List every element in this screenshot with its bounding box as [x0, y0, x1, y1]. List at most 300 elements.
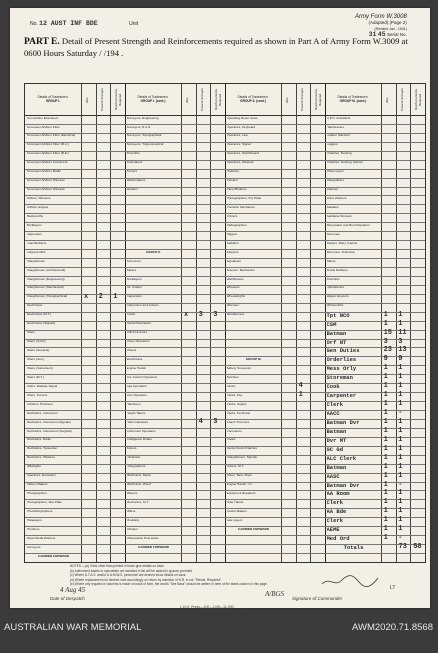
- trade-label: Gen Duties: [326, 348, 360, 355]
- trade-label: Cooks: [226, 438, 236, 442]
- trade-label: Mechanics, Typewriter: [26, 447, 58, 451]
- trade-label: Sheet Metal Workers: [26, 536, 56, 540]
- trade-label: Mess Orly: [326, 366, 357, 373]
- trade-label: Operators, Line: [226, 134, 248, 138]
- trade-label: Dvr MT: [326, 437, 347, 444]
- signature: A/BGS: [265, 590, 285, 598]
- trade-label: Cook: [326, 384, 340, 391]
- trade-label: Machinists, Wood: [126, 483, 151, 487]
- trade-label: Armament Artificer Fitter (Electrical): [26, 134, 76, 138]
- handwritten-count: 1: [398, 516, 403, 525]
- trade-label: Saddlers: [226, 241, 239, 245]
- note-e: (e) Where any request or columns is made on back of form, the words "See Back" should be written in here of the blank column in this page.: [70, 582, 268, 587]
- trade-label: Armament Artificer Fitter (R.A.): [26, 143, 69, 147]
- trade-label: Gas Operators: [126, 384, 147, 388]
- trade-label: Operators, Keyboard: [226, 125, 256, 129]
- trade-label: CARRIED FORWARD: [38, 554, 69, 558]
- trade-label: Surveyors, R.A.S.: [126, 125, 152, 129]
- trade-label: GC Gd: [326, 446, 344, 453]
- trade-label: Carpenter: [326, 393, 357, 400]
- trade-label: Surveyors, Topographical: [126, 134, 162, 138]
- handwritten-count: 1: [398, 382, 403, 391]
- trade-label: Moulders: [126, 518, 140, 522]
- handwritten-count: -: [398, 534, 403, 543]
- trade-label: Draughtsmen, Signals: [226, 456, 257, 460]
- handwritten-count: 1: [383, 364, 388, 373]
- trade-label: Coachbuilders: [26, 241, 47, 245]
- trade-label: ALC Clerk: [326, 455, 357, 462]
- trade-label: Intelligence Duties: [126, 438, 152, 442]
- handwritten-mark: 4: [298, 382, 303, 391]
- handwritten-count: 23: [383, 346, 392, 355]
- trade-label: Drivers: [126, 349, 137, 353]
- trade-label: Armament Artificer Instrument: [26, 161, 68, 165]
- signature-scrawl: [320, 574, 380, 588]
- trade-label: Wiremen: [226, 304, 239, 308]
- archive-name: AUSTRALIAN WAR MEMORIAL: [4, 622, 142, 633]
- handwritten-mark: 3: [213, 310, 218, 319]
- trade-label: Printers: [226, 214, 238, 218]
- archive-id: AWM2020.71.8568: [352, 622, 433, 633]
- trade-label: Carpenters: [126, 295, 142, 299]
- handwritten-count: 1: [383, 319, 388, 328]
- handwritten-count: 1: [383, 525, 388, 534]
- trade-label: Grinders, Precision: [26, 402, 53, 406]
- handwritten-count: 1: [383, 516, 388, 525]
- trade-label: Hollo Operators: [126, 420, 149, 424]
- trade-label: Draughtsmen (Topographical): [26, 295, 68, 299]
- handwritten-count: 1: [398, 417, 403, 426]
- trade-label: Watchmakers: [126, 179, 146, 183]
- handwritten-mark: 58: [413, 543, 422, 552]
- handwritten-count: 1: [383, 498, 388, 507]
- trade-label: Pattern Makers: [26, 483, 48, 487]
- signature-scrawl-icon: [320, 574, 380, 588]
- trade-label: Clerks, Pay: [226, 393, 243, 397]
- handwritten-count: 1: [383, 400, 388, 409]
- handwritten-count: 1: [398, 435, 403, 444]
- handwritten-mark: 1: [113, 292, 118, 301]
- trade-label: AACC: [326, 411, 340, 418]
- trade-label: Shoemaker and Boot Repairers: [326, 223, 370, 227]
- trade-label: Surveyors, Trigonometrical: [126, 143, 164, 147]
- trade-label: Electricians (M.T.): [26, 313, 52, 317]
- trade-label: Fitters: [26, 331, 36, 335]
- form-page: [10, 8, 430, 608]
- handwritten-count: 1: [383, 534, 388, 543]
- trade-label: Totals: [343, 545, 364, 552]
- trade-label: Armament Artificer Fitter (R.E.): [26, 152, 69, 156]
- trade-label: Rotor Workers: [326, 197, 347, 201]
- handwritten-mark: 2: [98, 292, 103, 301]
- trade-label: Artificer, Engine: [26, 206, 49, 209]
- trade-label: AA Room: [326, 491, 350, 498]
- trade-label: CSM: [326, 321, 337, 328]
- trade-label: Storemen, Technical: [326, 250, 355, 254]
- trade-label: Radiographers: [226, 223, 247, 227]
- handwritten-count: 1: [383, 382, 388, 391]
- handwritten-count: 1: [383, 453, 388, 462]
- trade-label: Fitters (Instrument): [26, 366, 53, 370]
- trade-label: Carpenters and Joiners: [126, 304, 159, 308]
- strength-table: [24, 83, 426, 563]
- part-label: PART E.: [24, 37, 60, 47]
- trade-label: G.P.O. Assistants: [326, 116, 351, 120]
- unit-prefix: No.: [30, 21, 38, 27]
- trade-label: Cooks: [126, 313, 136, 317]
- trade-label: Rodmen: [326, 188, 339, 192]
- trade-label: Bakers: [126, 268, 137, 272]
- handwritten-count: -: [398, 409, 403, 418]
- trade-label: Clerk: [326, 518, 344, 525]
- trade-label: Engine Hands: [126, 366, 146, 370]
- trade-label: Battery Surveyors: [226, 366, 252, 370]
- trade-label: Orderlies: [226, 170, 240, 174]
- trade-label: Hairdressers: [326, 125, 345, 129]
- signature-label: Signature of Commander: [292, 596, 343, 601]
- trade-label: Photographers, Dry Plate: [226, 197, 262, 201]
- trade-label: Bricklayers: [26, 223, 42, 227]
- form-ref: Army Form W.3008: [355, 14, 407, 20]
- trade-label: Electricians: [126, 357, 143, 361]
- trade-label: Batman: [326, 464, 347, 471]
- handwritten-count: 3: [383, 337, 388, 346]
- handwritten-count: 1: [383, 471, 388, 480]
- trade-label: Surveyors, Engineering: [126, 116, 159, 120]
- header-reinforcements: Reinforcements Required.: [414, 89, 423, 111]
- header-details-label: Details of Tradesmen.: [37, 94, 69, 99]
- trade-label: Coppersmiths: [26, 250, 46, 254]
- trade-label: Tinsmiths: [126, 152, 140, 156]
- trade-label: Lithographers: [126, 465, 146, 469]
- handwritten-count: 9: [398, 355, 403, 364]
- unit-label: Unit: [129, 21, 138, 27]
- trade-label: Storemen: [326, 232, 340, 236]
- handwritten-count: 1: [383, 426, 388, 435]
- handwritten-count: 1: [383, 417, 388, 426]
- header-group-ii-cont: [225, 84, 281, 115]
- trade-label: Welders: [126, 188, 138, 192]
- handwritten-count: 1: [398, 310, 403, 319]
- trade-label: Height Takers: [126, 411, 146, 415]
- trade-label: Carpenters: [26, 232, 42, 236]
- handwritten-count: 1: [383, 373, 388, 382]
- header-we: W.E.: [285, 96, 289, 103]
- handwritten-count: 1: [398, 319, 403, 328]
- trade-label: Operating Room Assts.: [226, 116, 259, 120]
- trade-label: Painters: [226, 179, 238, 183]
- handwritten-count: 1: [398, 391, 403, 400]
- handwritten-count: 9: [383, 355, 388, 364]
- trade-label: Gas Layers: [226, 518, 243, 522]
- trade-label: Mechanics, Instrument: [26, 411, 58, 415]
- trade-label: Mechanics, Instrument (Surgical): [26, 429, 72, 433]
- trade-label: Photolithographers: [26, 509, 53, 513]
- trade-label: Fitters (Gun): [26, 357, 44, 361]
- trade-label: Tailors: [326, 259, 336, 263]
- trade-label: Instrument Operators: [126, 429, 156, 433]
- trade-label: Driver-Operators: [126, 340, 150, 344]
- trade-label: Draughtsmen (Engineering): [26, 277, 65, 281]
- handwritten-mark: 73: [398, 543, 407, 552]
- handwritten-count: 1: [398, 373, 403, 382]
- signature-rank: LT: [390, 585, 396, 591]
- trade-label: Engine Hands, I.C.: [226, 483, 253, 487]
- trade-label: Mechanics, Wireless: [26, 456, 55, 460]
- trade-label: Wall Bosses: [226, 277, 244, 281]
- header-reinforcements: Reinforcements Required.: [314, 89, 323, 111]
- handwritten-count: 1: [398, 462, 403, 471]
- handwritten-count: 1: [383, 489, 388, 498]
- trade-label: Clerk: [326, 500, 344, 507]
- trade-label: Toolmakers: [126, 161, 143, 165]
- handwritten-mark: 3: [198, 310, 203, 319]
- trade-label: Fitters, Railway Signal: [26, 384, 58, 388]
- trade-label: Concretors: [226, 429, 242, 433]
- handwritten-count: 1: [383, 391, 388, 400]
- trade-label: Drivers, M.T.: [226, 465, 244, 469]
- trade-label: Rangetakers: [326, 179, 345, 183]
- trade-label: Observation Post Assts.: [126, 536, 160, 540]
- form-adapted: (Adapted) (Page 2): [368, 20, 407, 25]
- handwritten-count: 3: [398, 337, 403, 346]
- trade-label: Drill Instructors: [126, 331, 148, 335]
- handwritten-count: 15: [383, 328, 392, 337]
- trade-label: Precision Mechanics: [226, 206, 255, 209]
- trade-label: Plumbers: [26, 527, 40, 531]
- header-present-strength: Present Strength.: [99, 87, 104, 112]
- handwritten-count: 11: [398, 328, 407, 337]
- header-reinforcements: Reinforcements Required.: [214, 89, 223, 111]
- trade-label: Armament Artificer Wireless: [26, 188, 65, 192]
- trade-label: Librarians: [126, 456, 141, 460]
- trade-label: Bricklayers: [126, 277, 142, 281]
- trade-label: Saddlers: [326, 206, 339, 209]
- header-details-label: Details of Tradesmen.: [237, 94, 269, 99]
- trade-label: Whitesmiths: [326, 304, 344, 308]
- trade-label: Ammunition Examiners: [26, 116, 59, 120]
- handwritten-count: 1: [383, 409, 388, 418]
- note-a: NOTES.—(a) If tick other than printed in block give details on back.: [70, 564, 165, 568]
- trade-label: Upholsterers: [326, 286, 345, 290]
- trade-label: Operators, Signal: [226, 143, 251, 147]
- trade-label: Woodturners: [226, 313, 245, 317]
- trade-label: Clerks: [226, 384, 236, 388]
- trade-label: Fire Control Operators: [126, 375, 158, 379]
- trade-label: Fitters (General): [26, 349, 50, 353]
- serial-value: 31: [368, 31, 377, 38]
- form-reference: [355, 14, 407, 38]
- trade-label: Electricians: [26, 304, 43, 308]
- trade-label: CARRIED FORWARD: [238, 527, 269, 531]
- trade-label: Turners: [126, 170, 138, 174]
- despatch-date: 4 Aug 45: [60, 586, 86, 594]
- handwritten-mark: 3: [213, 417, 218, 426]
- trade-label: Coach Trimmers: [226, 420, 250, 424]
- note-b: (b) Authorized trades or specialists not included in list will be added in spaces provided.: [70, 568, 193, 573]
- trade-label: Platelayers: [26, 518, 42, 522]
- trade-label: Wagon Erectors: [326, 295, 349, 299]
- handwritten-count: 13: [398, 346, 407, 355]
- unit-name: 12 AUST INF BDE: [39, 20, 98, 27]
- header-we: W.E.: [185, 96, 189, 103]
- trade-label: Draughtsmen (Architectural): [26, 268, 66, 272]
- header-group-i: [25, 84, 81, 115]
- trade-label: Saddlerie Workers: [326, 214, 352, 218]
- trade-label: Blacksmiths: [26, 214, 44, 218]
- trade-label: Orderlies: [326, 357, 357, 364]
- title-text: Detail of Present Strength and Reinforcements required as shown in Part A of Army Form W.3009 at 0600 Hours Saturday: [24, 36, 408, 58]
- header-we: W.E.: [385, 96, 389, 103]
- trade-label: Photographers, Wet Plate: [26, 501, 62, 505]
- trade-label: Equipment Repairers: [226, 492, 256, 496]
- header-present-strength: Present Strength.: [199, 87, 204, 112]
- trade-label: GROUP II.: [146, 250, 161, 254]
- trade-label: Millers: [126, 509, 136, 513]
- trade-label: Fitter Hands: [226, 501, 244, 505]
- handwritten-count: 1: [398, 453, 403, 462]
- handwritten-count: 1: [383, 480, 388, 489]
- trade-label: Armourers: [126, 259, 141, 263]
- trade-label: Wheelwrights: [226, 295, 246, 299]
- trade-label: Operators, Wireless: [226, 161, 254, 165]
- trade-label: Draughtsmen: [26, 259, 46, 263]
- handwritten-mark: 4: [198, 417, 203, 426]
- serial-label: Serial No.: [387, 32, 407, 37]
- trade-label: AASC: [326, 473, 340, 480]
- trade-label: Sawyers: [226, 250, 239, 254]
- trade-label: Mechanics, Radio: [26, 438, 52, 442]
- header-reinforcements: Reinforcements Required.: [114, 89, 123, 111]
- trade-label: Orf NT: [326, 339, 347, 346]
- trade-label: Armament Artificer Radio: [26, 170, 61, 174]
- handwritten-count: 1: [398, 489, 403, 498]
- handwritten-mark: 1: [298, 391, 303, 400]
- header-group-label: GROUP I.: [45, 98, 61, 103]
- trade-label: Riggers: [226, 232, 238, 236]
- trade-label: Batman: [326, 330, 347, 337]
- handwritten-count: 1: [398, 426, 403, 435]
- header-present-strength: Present Strength.: [399, 87, 404, 112]
- form-revised: (Revised Jan., 1941): [374, 27, 407, 31]
- trade-label: Armament Artificer Fitter: [26, 125, 60, 129]
- trade-label: Telecom. Mechanics: [226, 268, 255, 272]
- trade-label: Operators, Switchboard: [226, 152, 259, 156]
- trade-label: Textile Refitters: [326, 268, 348, 272]
- trade-label: Millwrights: [26, 465, 41, 469]
- trade-label: GROUP III.: [245, 357, 262, 361]
- trade-label: Tinsmiths: [326, 277, 340, 281]
- serial-year: 45: [377, 31, 386, 38]
- trade-label: Fitters (Cycle): [26, 340, 46, 344]
- trade-label: Signalmen: [226, 259, 242, 263]
- printer-line: L.H.Q. Press—100—1/45—11,000: [180, 605, 234, 609]
- trade-label: Tpt NCO: [326, 312, 350, 319]
- trade-label: Stokers, Dairy, Kaprus: [326, 241, 358, 245]
- handwritten-count: 1: [383, 444, 388, 453]
- trade-label: Storeman: [326, 375, 353, 382]
- header-present-strength: Present Strength.: [299, 87, 304, 112]
- unit-line: [30, 20, 138, 27]
- trade-label: Plate Layers: [326, 170, 344, 174]
- handwritten-count: 1: [383, 435, 388, 444]
- trade-label: Gun Operators: [126, 393, 147, 397]
- header-group-label: GROUP II. (cont.): [240, 98, 266, 103]
- header-details-label: Details of Tradesmen.: [337, 94, 369, 99]
- trade-label: Fitters (M.T.): [26, 375, 44, 379]
- trade-label: Dir. Cutters: [126, 286, 142, 290]
- trade-label: Joiners: [126, 447, 137, 451]
- trade-label: Wheelers: [226, 286, 240, 290]
- trade-label: Painters: [126, 527, 138, 531]
- trade-label: Batman Dvr: [326, 482, 360, 489]
- trade-label: Batman Dvr: [326, 419, 360, 426]
- trade-label: Butchers: [226, 375, 239, 379]
- trade-label: Masons: [126, 492, 138, 496]
- handwritten-count: 1: [383, 507, 388, 516]
- trade-label: CARRIED FORWARD: [138, 545, 169, 549]
- trade-label: Artificer, Wireless: [26, 197, 51, 201]
- trade-label: Clerk: [326, 402, 344, 409]
- trade-label: Clerks, Technical: [226, 411, 250, 415]
- trade-label: Machinists, Metal: [126, 474, 151, 478]
- trade-label: Orderlies, Nursing: [326, 152, 352, 156]
- trade-label: Surveyors: [26, 545, 41, 549]
- handwritten-count: 1: [398, 444, 403, 453]
- trade-label: AEME: [326, 527, 340, 534]
- title-date: / /194 .: [99, 47, 124, 58]
- trade-label: Loggers: [326, 143, 338, 147]
- header-group-label: GROUP I. (cont.): [140, 98, 166, 103]
- handwritten-count: 1: [398, 364, 403, 373]
- trade-label: AA Bde: [326, 509, 347, 516]
- header-group-label: GROUP III. (cont.): [339, 98, 367, 103]
- handwritten-count: 1: [398, 498, 403, 507]
- handwritten-count: 1: [398, 525, 403, 534]
- trade-label: Driver, Tank, Plant: [226, 474, 252, 478]
- handwritten-mark: x: [84, 292, 89, 301]
- trade-label: Mechanics, M.T.: [126, 501, 149, 505]
- trade-label: Orderlies, Nursing, Mental: [326, 161, 363, 165]
- trade-label: Batman: [326, 428, 347, 435]
- despatch-date-label: Date of Despatch: [50, 596, 85, 601]
- handwritten-count: 1: [383, 462, 388, 471]
- note-c: (c) Where A.T.A.S. and/or A.A.M.W.S. personnel are desired show details on back.: [70, 573, 187, 578]
- trade-label: Electricians (Signals): [26, 322, 56, 326]
- trade-label: Fitters, Turners: [26, 393, 48, 397]
- row-rule: [25, 553, 425, 554]
- page-title: [24, 36, 424, 58]
- trade-label: Armament Artificer Wireless: [26, 179, 65, 183]
- trade-label: Photographers: [26, 492, 47, 496]
- header-group-iii-cont: [325, 84, 381, 115]
- trade-label: Leather Stitchers: [326, 134, 350, 138]
- header-group-i-cont: [125, 84, 181, 115]
- trade-label: Draughtsmen (Mechanical): [26, 286, 64, 290]
- trade-label: Fowler Makers: [226, 509, 247, 513]
- trade-label: Dental Clerk Orderlies: [226, 447, 257, 451]
- trade-label: Clerks, Supply: [226, 402, 247, 406]
- note-d: (d) Where replacement not desired note accordingly on return by insertion of N.R. in col. "Reinfs. Required".: [70, 577, 222, 582]
- handwritten-count: -: [398, 480, 403, 489]
- trade-label: Operators, Excavator: [26, 474, 56, 478]
- trade-label: Dental Mechanics: [126, 322, 152, 326]
- trade-label: Panel Builders: [226, 188, 247, 192]
- handwritten-count: 1: [383, 310, 388, 319]
- handwritten-count: 1: [398, 507, 403, 516]
- handwritten-count: 1: [398, 471, 403, 480]
- trade-label: Mechanics, Instrument (Signals): [26, 420, 71, 424]
